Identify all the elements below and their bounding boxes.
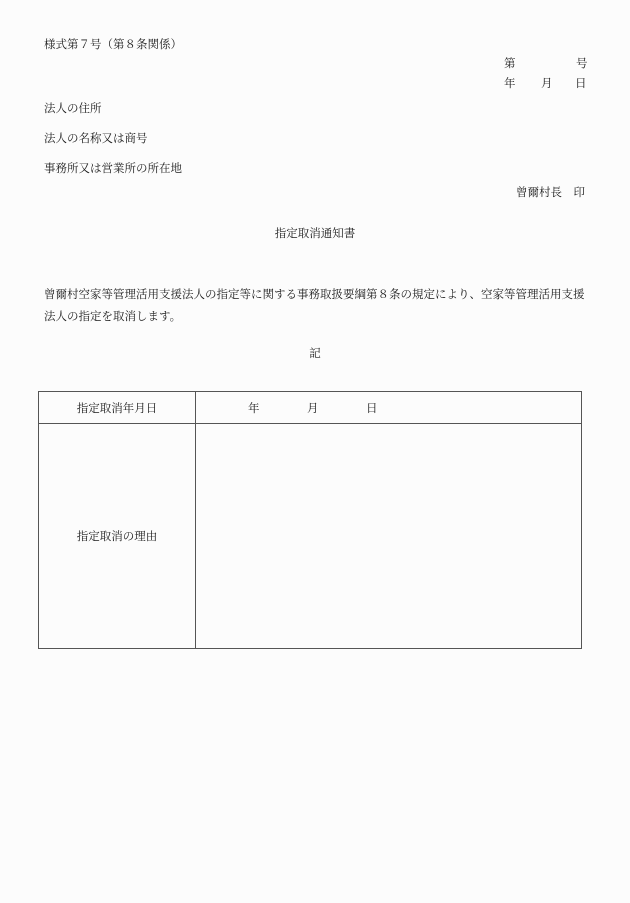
recipient-address-label: 法人の住所 [44, 101, 102, 115]
revocation-date-day: 日 [366, 401, 378, 415]
revocation-reason-label: 指定取消の理由 [39, 424, 196, 649]
recipient-name-label: 法人の名称又は商号 [44, 131, 148, 145]
ki-heading: 記 [309, 346, 321, 360]
revocation-date-year: 年 [248, 401, 260, 415]
sender-signature: 曾爾村長 印 [516, 185, 585, 199]
issue-date-year: 年 [504, 76, 516, 90]
issue-date-month: 月 [541, 76, 553, 90]
details-table [38, 391, 582, 649]
issue-date-day: 日 [575, 76, 587, 90]
document-number-suffix: 号 [576, 56, 588, 70]
revocation-date-label: 指定取消年月日 [39, 392, 196, 424]
body-paragraph: 曾爾村空家等管理活用支援法人の指定等に関する事務取扱要綱第８条の規定により、空家等管理活用支援法人の指定を取消します。 [44, 287, 585, 323]
revocation-date-month: 月 [307, 401, 319, 415]
recipient-office-label: 事務所又は営業所の所在地 [44, 161, 182, 175]
form-number: 様式第７号（第８条関係） [44, 37, 182, 51]
table-row [39, 392, 582, 424]
revocation-reason-field [196, 424, 582, 649]
document-title: 指定取消通知書 [274, 226, 356, 240]
table-row [39, 424, 582, 649]
revocation-date-field [196, 392, 582, 424]
document-number-label: 第 [504, 56, 516, 70]
